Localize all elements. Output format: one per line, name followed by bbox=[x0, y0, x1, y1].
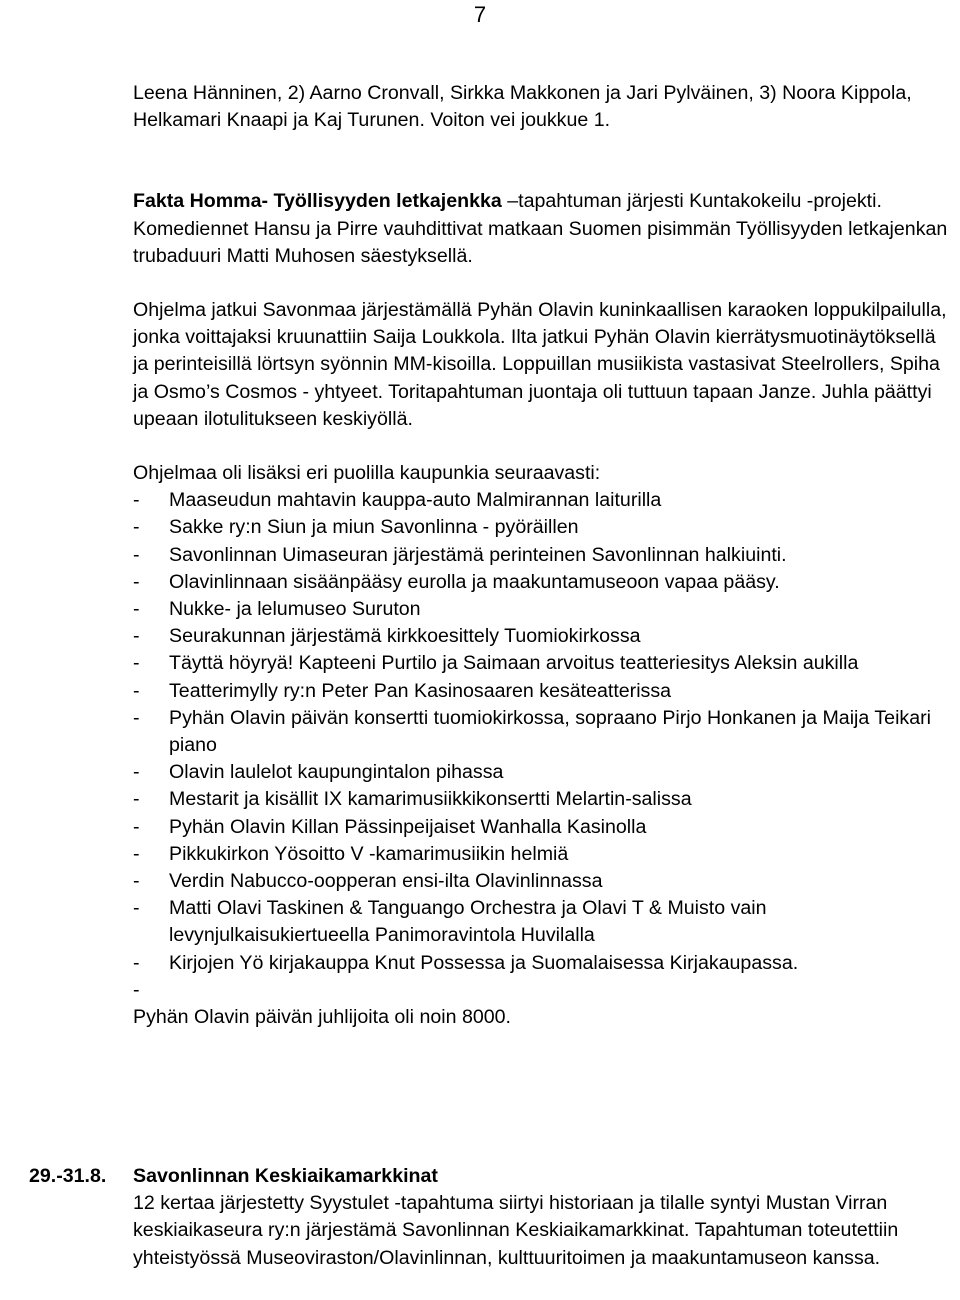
list-dash: - bbox=[133, 842, 140, 865]
list-item-empty bbox=[133, 977, 955, 1004]
paragraph-karaoke: Ohjelma jatkui Savonmaa järjestämällä Pyhän Olavin kuninkaallisen karaoken loppukilpailulla, jonka voittajaksi kruunattiin Saija Loukkola. Ilta jatkui Pyhän Olavin kierrätysmuotinäytöksellä ja perinteisillä lörtsyn syönnin MM-kisoilla. Loppuillan musiikista vastasivat Steelrollers, Spiha ja Osmo’s Cosmos - yhtyeet. Toritapahtuman juontaja oli tuttuun tapaan Janze. Juhla päättyi upeaan ilotulitukseen keskiyöllä. bbox=[133, 299, 947, 430]
section-body bbox=[133, 1163, 955, 1272]
list-item bbox=[133, 814, 955, 841]
list-dash: - bbox=[133, 679, 140, 702]
list-item-text: Mestarit ja kisällit IX kamarimusiikkikonsertti Melartin-salissa bbox=[169, 788, 692, 811]
list-item bbox=[133, 542, 955, 569]
list-item bbox=[133, 895, 955, 949]
paragraph-letkajenkka-text: –tapahtuman järjesti Kuntakokeilu -projekti. Komediennet Hansu ja Pirre vauhdittivat matkaan Suomen pisimmän Työllisyyden letkajenkan trubaduuri Matti Muhosen säestyksellä. bbox=[133, 190, 948, 267]
list-item bbox=[133, 487, 955, 514]
list-item-text: Sakke ry:n Siun ja miun Savonlinna - pyöräillen bbox=[169, 516, 579, 539]
list-dash: - bbox=[133, 516, 140, 539]
list-item-text: Maaseudun mahtavin kauppa-auto Malmirannan laiturilla bbox=[169, 489, 662, 512]
list-item bbox=[133, 759, 955, 786]
list-item bbox=[133, 623, 955, 650]
list-item-text: Teatterimylly ry:n Peter Pan Kasinosaaren kesäteatterissa bbox=[169, 679, 672, 702]
list-item-text: Seurakunnan järjestämä kirkkoesittely Tuomiokirkossa bbox=[169, 625, 641, 648]
list-dash: - bbox=[133, 706, 140, 729]
list-item-text: Nukke- ja lelumuseo Suruton bbox=[169, 598, 421, 621]
list-item-text: Olavin laulelot kaupungintalon pihassa bbox=[169, 761, 504, 784]
list-dash: - bbox=[133, 815, 140, 838]
list-dash: - bbox=[133, 897, 140, 920]
list-dash: - bbox=[133, 625, 140, 648]
list-intro: Ohjelmaa oli lisäksi eri puolilla kaupunkia seuraavasti: bbox=[133, 462, 601, 485]
section-text: 12 kertaa järjestetty Syystulet -tapahtuma siirtyi historiaan ja tilalle syntyi Mustan Virran keskiaikaseura ry:n järjestämä Savonlinnan Keskiaikamarkkinat. Tapahtuman toteutettiin yhteistyössä Museoviraston/Olavinlinnan, kulttuuritoimen ja maakuntamuseon kanssa. bbox=[133, 1192, 899, 1269]
list-item bbox=[133, 705, 955, 759]
list-item-text: Verdin Nabucco-oopperan ensi-ilta Olavinlinnassa bbox=[169, 870, 603, 893]
paragraph-attendance: Pyhän Olavin päivän juhlijoita oli noin 8000. bbox=[133, 1006, 511, 1029]
list-dash: - bbox=[133, 598, 140, 621]
list-dash: - bbox=[133, 543, 140, 566]
section-date: 29.-31.8. bbox=[29, 1165, 107, 1187]
list-item bbox=[133, 841, 955, 868]
list-item bbox=[133, 514, 955, 541]
list-dash: - bbox=[133, 761, 140, 784]
list-item-text: Kirjojen Yö kirjakauppa Knut Possessa ja Suomalaisessa Kirjakaupassa. bbox=[169, 951, 799, 974]
list-dash: - bbox=[133, 652, 140, 675]
paragraph-letkajenkka bbox=[133, 188, 955, 270]
list-item bbox=[133, 650, 955, 677]
list-dash: - bbox=[133, 978, 140, 1001]
list-item-text: Olavinlinnaan sisäänpääsy eurolla ja maakuntamuseoon vapaa pääsy. bbox=[169, 570, 780, 593]
list-item bbox=[133, 868, 955, 895]
list-item bbox=[133, 678, 955, 705]
list-item bbox=[133, 950, 955, 977]
page-number: 7 bbox=[473, 2, 487, 27]
program-list bbox=[133, 487, 955, 1004]
list-item bbox=[133, 596, 955, 623]
list-dash: - bbox=[133, 951, 140, 974]
list-item-text: Täyttä höyryä! Kapteeni Purtilo ja Saimaan arvoitus teatteriesitys Aleksin aukilla bbox=[169, 652, 859, 675]
list-item-text: Savonlinnan Uimaseuran järjestämä perinteinen Savonlinnan halkiuinti. bbox=[169, 543, 787, 566]
event-title-letkajenkka: Fakta Homma- Työllisyyden letkajenkka bbox=[133, 190, 502, 213]
document-body bbox=[133, 80, 955, 1031]
list-item bbox=[133, 569, 955, 596]
list-item-text: Pyhän Olavin päivän konsertti tuomiokirkossa, sopraano Pirjo Honkanen ja Maija Teikari piano bbox=[169, 706, 932, 757]
list-item-text: Pikkukirkon Yösoitto V -kamarimusiikin helmiä bbox=[169, 842, 569, 865]
list-dash: - bbox=[133, 570, 140, 593]
list-dash: - bbox=[133, 870, 140, 893]
list-dash: - bbox=[133, 489, 140, 512]
list-item-text: Matti Olavi Taskinen & Tanguango Orchestra ja Olavi T & Muisto vain levynjulkaisukiertueella Panimoravintola Huvilalla bbox=[169, 897, 767, 947]
list-item bbox=[133, 786, 955, 813]
list-item-text: Pyhän Olavin Killan Pässinpeijaiset Wanhalla Kasinolla bbox=[169, 815, 647, 838]
section-heading: Savonlinnan Keskiaikamarkkinat bbox=[133, 1165, 438, 1187]
list-dash: - bbox=[133, 788, 140, 811]
paragraph-results: Leena Hänninen, 2) Aarno Cronvall, Sirkka Makkonen ja Jari Pylväinen, 3) Noora Kippola, Helkamari Knaapi ja Kaj Turunen. Voiton vei joukkue 1. bbox=[133, 82, 912, 132]
